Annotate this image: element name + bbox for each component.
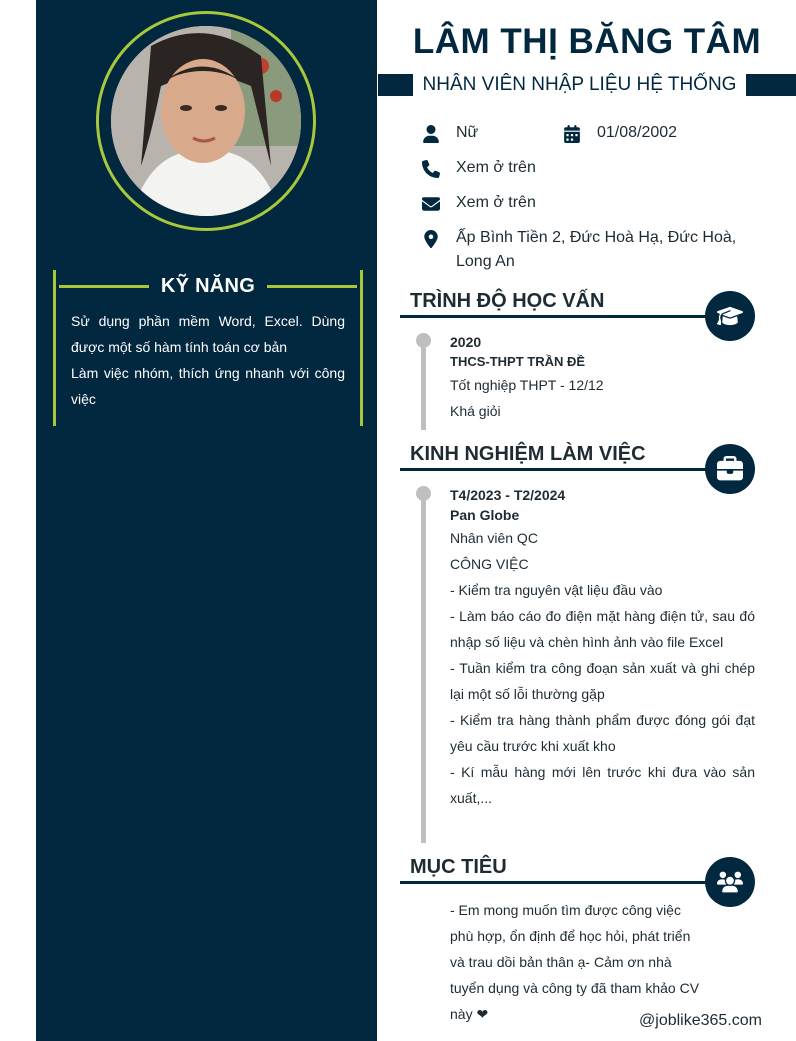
gender-value: Nữ: [456, 124, 479, 141]
experience-company: Pan Globe: [450, 507, 520, 523]
skill-item: Sử dụng phần mềm Word, Excel. Dùng được một số hàm tính toán cơ bản: [71, 313, 345, 355]
birthday-value: 01/08/2002: [597, 124, 678, 141]
envelope-icon: [422, 195, 440, 213]
email-value: Xem ở trên: [456, 194, 536, 211]
address-value: Ấp Bình Tiền 2, Đức Hoà Hạ, Đức Hoà, Long An: [456, 229, 737, 270]
education-divider: [400, 315, 712, 318]
avatar-ring: [96, 11, 316, 231]
duty-item: - Tuần kiểm tra công đoạn sản xuất và ghi chép lại một số lỗi thường gặp: [450, 660, 755, 702]
duty-item: - Kiểm tra hàng thành phẩm được đóng gói đạt yêu cầu trước khi xuất kho: [450, 712, 755, 754]
education-year: 2020: [450, 334, 482, 350]
candidate-name: LÂM THỊ BĂNG TÂM: [412, 22, 762, 61]
job-title: NHÂN VIÊN NHẬP LIỆU HỆ THỐNG: [422, 74, 737, 95]
experience-entry: [450, 482, 755, 811]
map-marker-icon: [422, 230, 440, 248]
objective-title: MỤC TIÊU: [410, 856, 507, 878]
avatar: [111, 26, 301, 216]
education-degree: Tốt nghiệp THPT - 12/12: [450, 377, 604, 393]
education-school: THCS-THPT TRẦN ĐỀ: [450, 354, 586, 369]
experience-title: KINH NGHIỆM LÀM VIỆC: [410, 443, 646, 465]
skill-item: Làm việc nhóm, thích ứng nhanh với công việc: [71, 365, 345, 407]
title-bar-left: [378, 74, 413, 96]
watermark: @joblike365.com: [639, 1012, 762, 1029]
phone-icon: [422, 160, 440, 178]
objective-divider: [400, 881, 712, 884]
objective-text: - Em mong muốn tìm được công việc phù hợp, ổn định để học hỏi, phát triển và trau dồi bản thân ạ- Cảm ơn nhà tuyển dụng và công ty đã tham khảo CV này ❤: [450, 902, 700, 1022]
experience-timeline-dot: [416, 486, 431, 501]
education-timeline: [421, 340, 426, 430]
contact-email: [422, 194, 536, 215]
users-icon: [705, 857, 755, 907]
contact-phone: [422, 159, 536, 180]
education-timeline-dot: [416, 333, 431, 348]
title-bar-right: [746, 74, 796, 96]
experience-divider: [400, 468, 712, 471]
experience-position: Nhân viên QC: [450, 530, 538, 546]
experience-duties-label: CÔNG VIỆC: [450, 556, 529, 572]
duty-item: - Làm báo cáo đo điện mặt hàng điện tử, sau đó nhập số liệu và chèn hình ảnh vào file Excel: [450, 608, 755, 650]
skills-section: [53, 270, 363, 426]
experience-timeline: [421, 493, 426, 843]
contact-birthday: [563, 124, 677, 145]
calendar-icon: [563, 125, 581, 143]
skills-title: KỸ NĂNG: [160, 275, 256, 297]
avatar-photo: [111, 26, 301, 216]
duty-item: - Kiểm tra nguyên vật liệu đầu vào: [450, 582, 663, 598]
contact-gender: [422, 124, 478, 145]
experience-period: T4/2023 - T2/2024: [450, 487, 566, 503]
skills-list: [71, 308, 345, 412]
user-icon: [422, 125, 440, 143]
education-title: TRÌNH ĐỘ HỌC VẤN: [410, 290, 605, 312]
duty-item: - Kí mẫu hàng mới lên trước khi đưa vào sản xuất,...: [450, 764, 755, 806]
education-grade: Khá giỏi: [450, 403, 501, 419]
left-sidebar: [36, 0, 377, 1041]
education-entry: [450, 329, 755, 424]
contact-address: [422, 229, 772, 274]
phone-value: Xem ở trên: [456, 159, 536, 176]
